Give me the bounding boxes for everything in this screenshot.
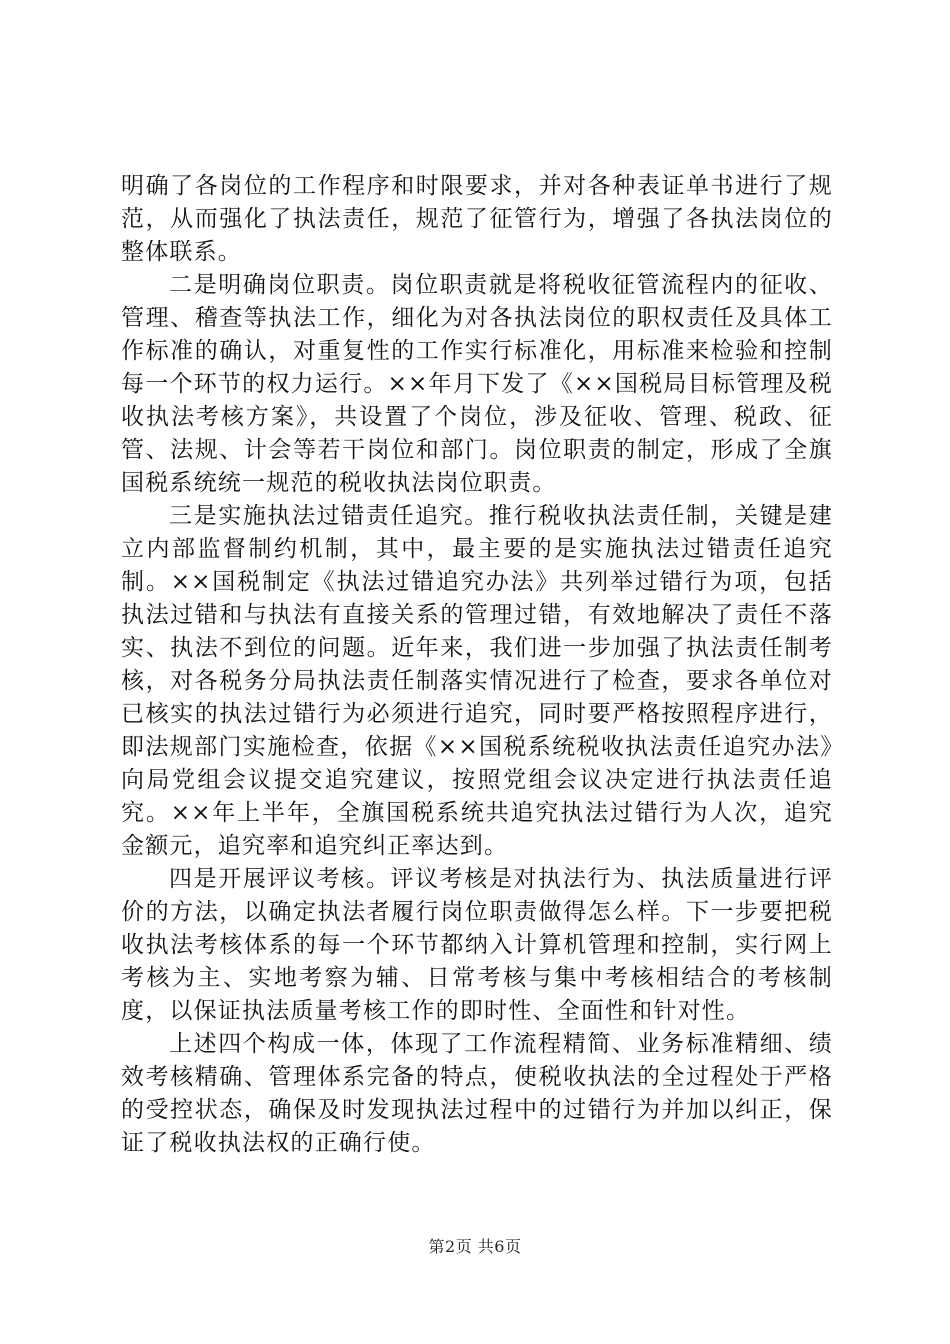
paragraph-4: 四是开展评议考核。评议考核是对执法行为、执法质量进行评价的方法，以确定执法者履行岗位职责做得怎么样。下一步要把税收执法考核体系的每一个环节都纳入计算机管理和控制，实行网上考核为主、实地考察为辅、日常考核与集中考核相结合的考核制度，以保证执法质量考核工作的即时性、全面性和针对性。	[121, 866, 833, 1024]
paragraph-2: 二是明确岗位职责。岗位职责就是将税收征管流程内的征收、管理、稽查等执法工作，细化为对各执法岗位的职权责任及具体工作标准的确认，对重复性的工作实行标准化，用标准来检验和控制每一个环节的权力运行。××年月下发了《××国税局目标管理及税收执法考核方案》，共设置了个岗位，涉及征收、管理、税政、征管、法规、计会等若干岗位和部门。岗位职责的制定，形成了全旗国税系统统一规范的税收执法岗位职责。	[121, 272, 833, 496]
paragraph-1: 明确了各岗位的工作程序和时限要求，并对各种表证单书进行了规范，从而强化了执法责任，规范了征管行为，增强了各执法岗位的整体联系。	[121, 173, 833, 265]
paragraph-5: 上述四个构成一体，体现了工作流程精简、业务标准精细、绩效考核精确、管理体系完备的特点，使税收执法的全过程处于严格的受控状态，确保及时发现执法过程中的过错行为并加以纠正，保证了税收执法权的正确行使。	[121, 1031, 833, 1156]
page-number-footer: 第2页 共6页	[428, 1237, 522, 1256]
paragraph-3: 三是实施执法过错责任追究。推行税收执法责任制，关键是建立内部监督制约机制，其中，最主要的是实施执法过错责任追究制。××国税制定《执法过错追究办法》共列举过错行为项，包括执法过错和与执法有直接关系的管理过错，有效地解决了责任不落实、执法不到位的问题。近年来，我们进一步加强了执法责任制考核，对各税务分局执法责任制落实情况进行了检查，要求各单位对已核实的执法过错行为必须进行追究，同时要严格按照程序进行，即法规部门实施检查，依据《××国税系统税收执法责任追究办法》向局党组会议提交追究建议，按照党组会议决定进行执法责任追究。××年上半年，全旗国税系统共追究执法过错行为人次，追究金额元，追究率和追究纠正率达到。	[121, 503, 833, 859]
document-body	[121, 170, 833, 1160]
